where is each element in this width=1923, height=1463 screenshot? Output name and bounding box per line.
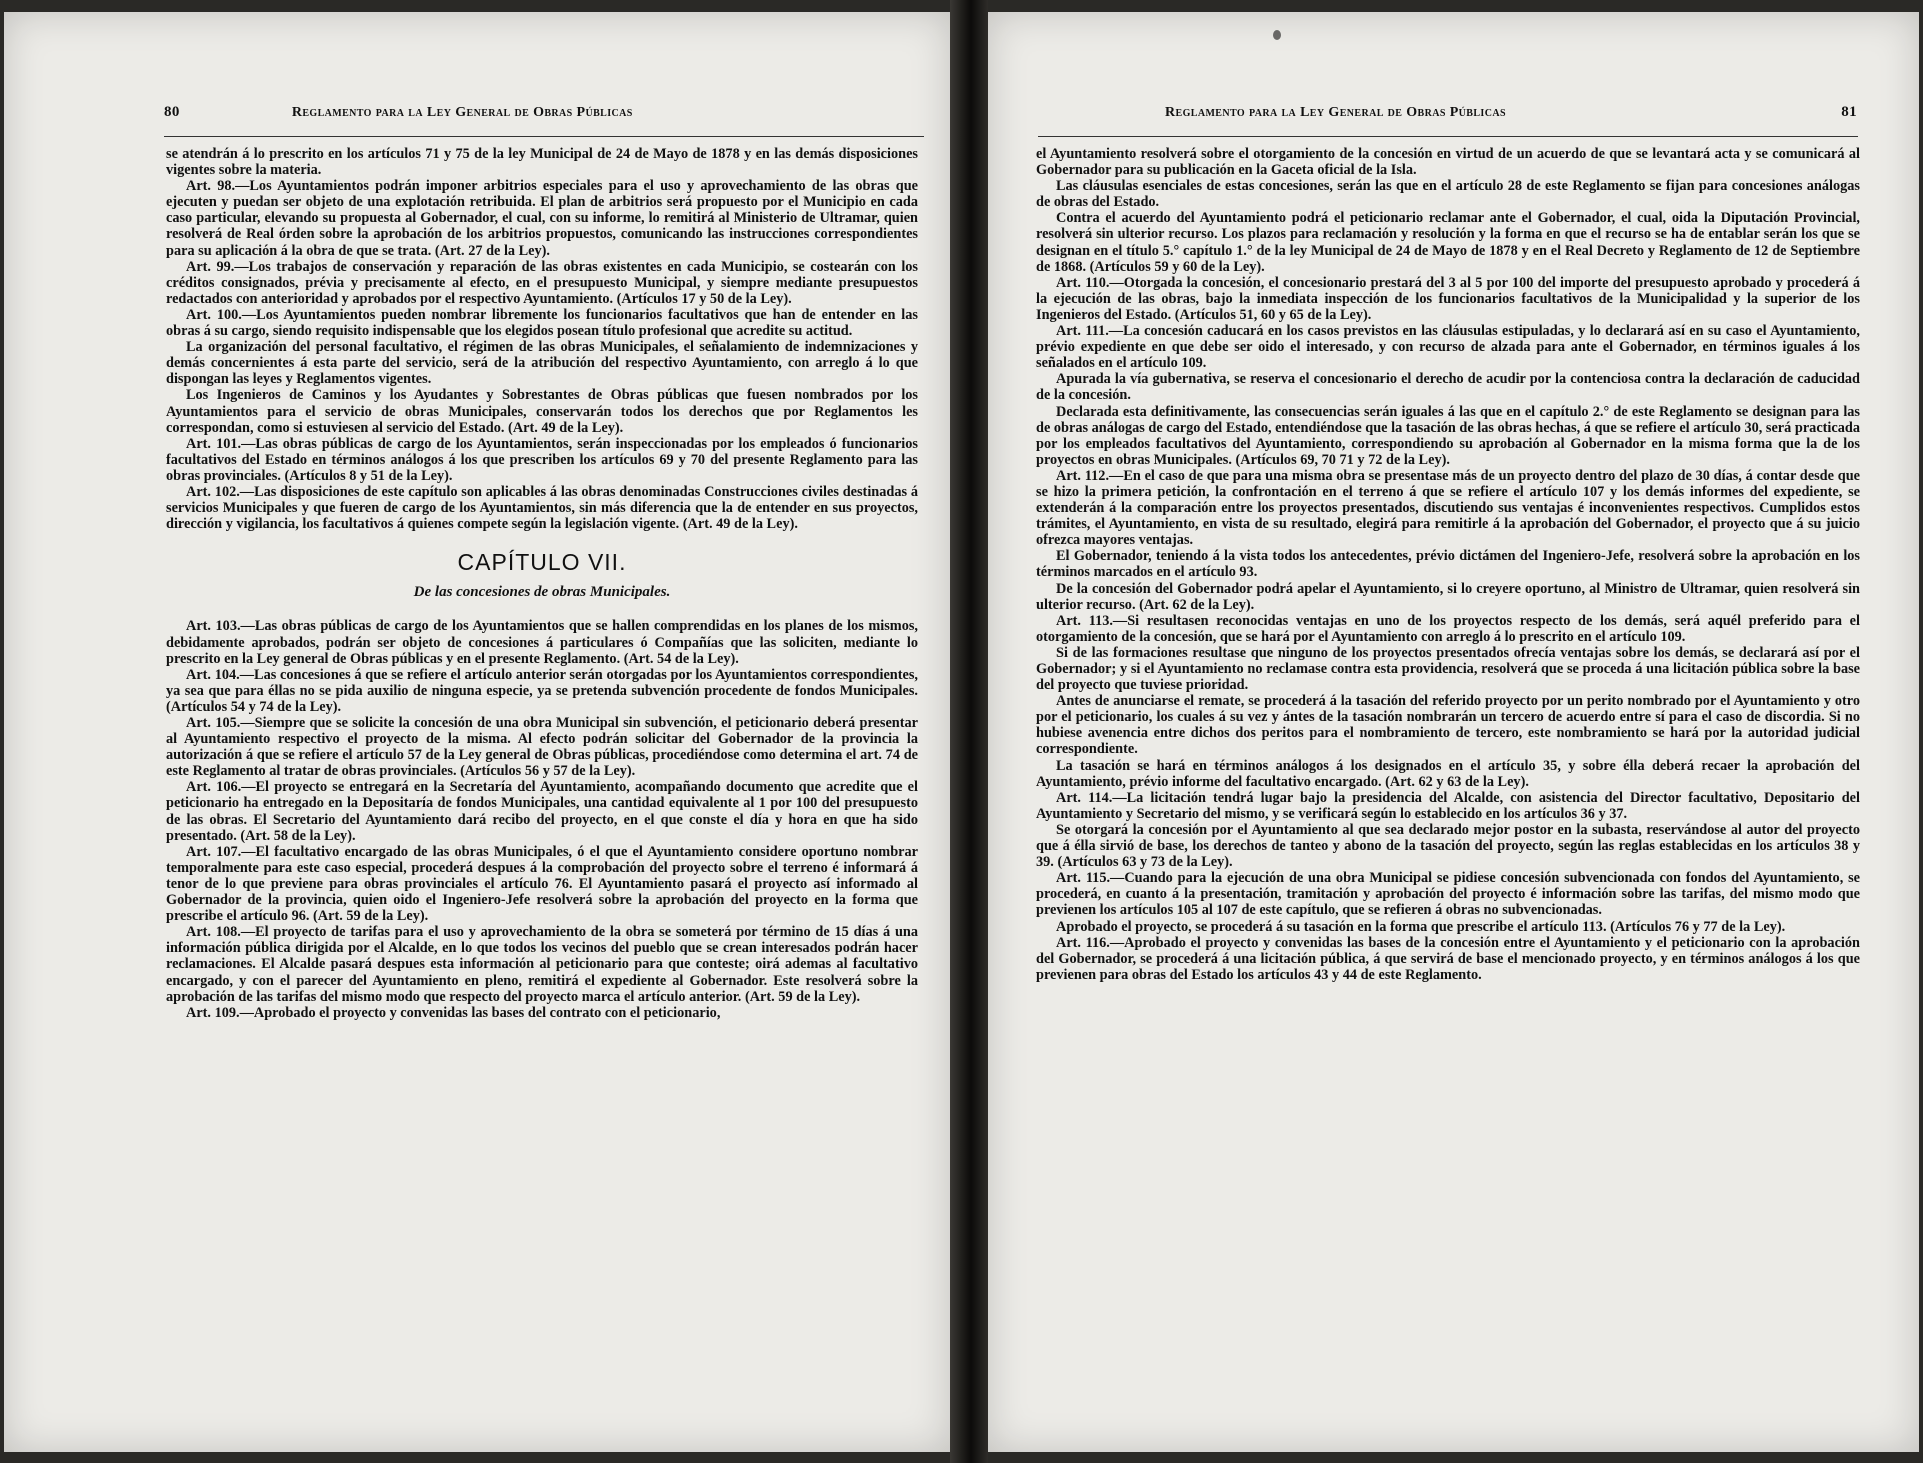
paragraph: se atendrán á lo prescrito en los artículos 71 y 75 de la ley Municipal de 24 de Mayo de 1878 y en las demás disposiciones vigentes sobre la materia.: [166, 146, 918, 179]
paragraph: Apurada la vía gubernativa, se reserva el concesionario el derecho de acudir por la contenciosa contra la declaración de caducidad de la concesión.: [1036, 371, 1860, 404]
right-text-column: [1036, 146, 1860, 983]
paragraph: Art. 107.—El facultativo encargado de las obras Municipales, ó el que el Ayuntamiento considere oportuno nombrar temporalmente para este caso especial, procederá despues á la comprobación del proyecto sobre el terreno é informará á tenor de lo que previene para obras provinciales el artículo 76. El Ayuntamiento pasará el proyecto así informado al Gobernador de la provincia, quien oido el Ingeniero-Jefe resolverá sobre la aprobación del proyecto en la forma que prescribe el artículo 96. (Art. 59 de la Ley).: [166, 843, 918, 925]
paragraph: De la concesión del Gobernador podrá apelar el Ayuntamiento, si lo creyere oportuno, al Ministro de Ultramar, quien resolverá sin ulterior recurso. (Art. 62 de la Ley).: [1036, 580, 1860, 613]
left-header-rule: [164, 136, 924, 137]
chapter-subtitle: De las concesiones de obras Municipales.: [413, 584, 671, 601]
paragraph: Si de las formaciones resultase que ninguno de los proyectos presentados ofrecía ventajas sobre los demás, se declarará así por el Gobernador; y si el Ayuntamiento no reclamase contra esta providencia, resolverá que se proceda á una licitación pública sobre la base del proyecto que tuviese prioridad.: [1036, 644, 1860, 694]
paragraph: Art. 111.—La concesión caducará en los casos previstos en las cláusulas estipuladas, y lo declarará así en su caso el Ayuntamiento, prévio expediente en que debe ser oido el interesado, y con recurso de alzada para ante el Gobernador, en términos iguales á los señalados en el artículo 109.: [1036, 323, 1860, 372]
left-running-title: Reglamento para la Ley General de Obras Públicas: [291, 105, 633, 120]
paragraph: La organización del personal facultativo, el régimen de las obras Municipales, el señalamiento de indemnizaciones y demás concernientes á esta parte del servicio, será de la atribución del respectivo Ayuntamiento, con arreglo á lo que dispongan las leyes y Reglamentos vigentes.: [166, 339, 918, 388]
left-running-head: [164, 104, 920, 126]
ink-spot: [1273, 30, 1281, 40]
paragraph: Art. 113.—Si resultasen reconocidas ventajas en uno de los proyectos respecto de los demás, será aquél preferido para el otorgamiento de la concesión, que se hará por el Ayuntamiento con arreglo á lo prescrito en el artículo 109.: [1036, 612, 1860, 645]
paragraph: La tasación se hará en términos análogos á los designados en el artículo 35, y sobre élla deberá recaer la aprobación del Ayuntamiento, prévio informe del facultativo encargado. (Art. 62 y 63 de la Ley).: [1036, 757, 1860, 790]
right-page-number: 81: [1841, 104, 1857, 120]
paragraph: Art. 110.—Otorgada la concesión, el concesionario prestará del 3 al 5 por 100 del importe del presupuesto aprobado y procederá á la ejecución de las obras, bajo la inmediata inspección de los funcionarios facultativos de la Municipalidad y la superior de los Ingenieros del Estado. (Artículos 51, 60 y 65 de la Ley).: [1036, 274, 1860, 323]
paragraph: Art. 106.—El proyecto se entregará en la Secretaría del Ayuntamiento, acompañando documento que acredite que el peticionario ha entregado en la Depositaría de fondos Municipales, una cantidad equivalente al 1 por 100 del presupuesto de las obras. El Secretario del Ayuntamiento dará recibo del proyecto, en el que conste el día y hora en que ha sido presentado. (Art. 58 de la Ley).: [166, 779, 918, 844]
left-page-number: 80: [164, 104, 180, 120]
paragraph: Art. 101.—Las obras públicas de cargo de los Ayuntamientos, serán inspeccionadas por los empleados ó funcionarios facultativos del Estado en términos análogos á los que prescriben los artículos 69 y 70 del presente Reglamento para las obras provinciales. (Artículos 8 y 51 de la Ley).: [166, 435, 918, 484]
paragraph: Las cláusulas esenciales de estas concesiones, serán las que en el artículo 28 de este Reglamento se fijan para concesiones análogas de obras del Estado.: [1036, 178, 1860, 211]
right-running-head: [1043, 104, 1857, 126]
book-gutter: [950, 0, 988, 1463]
paragraph: Art. 112.—En el caso de que para una misma obra se presentase más de un proyecto dentro del plazo de 30 días, á contar desde que se hizo la primera petición, la confrontación en el terreno á que se refiere el artículo 107 y los demás informes del expediente, se extenderán á la comparación entre los proyectos presentados, discutiendo sus ventajas é inconvenientes respectivos. Cumplidos estos trámites, el Ayuntamiento, en vista de su resultado, elegirá para remitirle á la aprobación del Gobernador, el proyecto que á su juicio ofrezca mayores ventajas.: [1036, 467, 1860, 549]
right-page: [988, 12, 1919, 1452]
paragraph: Art. 102.—Las disposiciones de este capítulo son aplicables á las obras denominadas Construcciones civiles destinadas á servicios Municipales y que fueren de cargo de los Ayuntamientos, sin más diferencia que la de entender en sus proyectos, dirección y vigilancia, los facultativos á quienes compete según la legislación vigente. (Art. 49 de la Ley).: [166, 483, 918, 533]
left-text-column: [166, 146, 918, 1021]
paragraph: Art. 114.—La licitación tendrá lugar bajo la presidencia del Alcalde, con asistencia del Director facultativo, Depositario del Ayuntamiento y Secretario del mismo, y se verificará según lo establecido en los artículos 36 y 37.: [1036, 789, 1860, 822]
right-running-title: Reglamento para la Ley General de Obras Públicas: [1165, 105, 1506, 120]
paragraph: Antes de anunciarse el remate, se procederá á la tasación del referido proyecto por un perito nombrado por el Ayuntamiento y otro por el peticionario, los cuales á su vez y ántes de la tasación nombrarán un tercero de acuerdo entre sí para el caso de discordia. Si no hubiese avenencia entre dichos dos peritos para el nombramiento de tercero, este nombramiento se hará por la autoridad judicial correspondiente.: [1036, 693, 1860, 758]
paragraph: Art. 105.—Siempre que se solicite la concesión de una obra Municipal sin subvención, el peticionario deberá presentar al Ayuntamiento respectivo el proyecto de la misma. Al efecto podrán solicitar del Gobernador de la provincia la autorización á que se refiere el artículo 57 de la Ley general de Obras públicas, procediéndose como determina el art. 74 de este Reglamento al tratar de obras provinciales. (Artículos 56 y 57 de la Ley).: [166, 715, 918, 780]
paragraph: Se otorgará la concesión por el Ayuntamiento al que sea declarado mejor postor en la subasta, reservándose al autor del proyecto que á élla sirvió de base, los derechos de tanteo y abono de la tasación del proyecto, según las reglas establecidas en los artículos 38 y 39. (Artículos 63 y 73 de la Ley).: [1036, 821, 1860, 871]
paragraph: Art. 103.—Las obras públicas de cargo de los Ayuntamientos que se hallen comprendidas en los planes de los mismos, debidamente aprobados, podrán ser objeto de concesiones á particulares ó Compañías que las soliciten, mediante lo prescrito en la Ley general de Obras públicas y en el presente Reglamento. (Art. 54 de la Ley).: [166, 618, 918, 667]
chapter-title: CAPÍTULO VII.: [457, 549, 627, 576]
paragraph: Art. 109.—Aprobado el proyecto y convenidas las bases del contrato con el peticionario,: [186, 1004, 721, 1021]
paragraph: Art. 108.—El proyecto de tarifas para el uso y aprovechamiento de la obra se someterá por término de 15 días á una información pública dirigida por el Alcalde, en lo que todos los vecinos del pueblo que se crean interesados podrán hacer reclamaciones. El Alcalde pasará despues esta información al peticionario para que conteste; oirá ademas al facultativo encargado, y con el parecer del Ayuntamiento en pleno, remitirá el expediente al Gobernador. Este resolverá sobre la aprobación de las tarifas del mismo modo que respecto del proyecto marca el artículo anterior. (Art. 59 de la Ley).: [166, 924, 918, 1005]
paragraph: Art. 98.—Los Ayuntamientos podrán imponer arbitrios especiales para el uso y aprovechamiento de las obras que ejecuten y puedan ser objeto de una explotación retribuida. El plan de arbitrios será propuesto por el Municipio en cada caso particular, elevando su propuesta al Gobernador, el cual, con su informe, lo remitirá al Ministerio de Ultramar, quien resolverá de Real órden sobre la aprobación de los arbitrios propuestos, comunicando las instrucciones correspondientes para su aplicación á la obra de que se trata. (Art. 27 de la Ley).: [166, 178, 918, 259]
paragraph: Declarada esta definitivamente, las consecuencias serán iguales á las que en el capítulo 2.° de este Reglamento se designan para las de obras análogas de cargo del Estado, entendiéndose que la tasación de las obras hechas, á que se refiere el artículo 30, será practicada por los empleados facultativos del Ayuntamiento, correspondiendo su aprobación al Gobernador en la misma forma que la de los proyectos en obras Municipales. (Artículos 69, 70 71 y 72 de la Ley).: [1036, 403, 1860, 468]
paragraph: Art. 100.—Los Ayuntamientos pueden nombrar libremente los funcionarios facultativos que han de entender en las obras á su cargo, siendo requisito indispensable que los elegidos posean título profesional que acredite su actitud.: [166, 306, 918, 340]
paragraph: Art. 104.—Las concesiones á que se refiere el artículo anterior serán otorgadas por los Ayuntamientos correspondientes, ya sea que para éllas no se pida auxilio de ninguna especie, ya se pretenda subvención procedente de fondos Municipales. (Artículos 54 y 74 de la Ley).: [166, 666, 918, 715]
paragraph: Contra el acuerdo del Ayuntamiento podrá el peticionario reclamar ante el Gobernador, el cual, oida la Diputación Provincial, resolverá sin ulterior recurso. Los plazos para reclamación y resolución y la forma en que el recurso se ha de entablar serán los que se designan en el título 5.° capítulo 1.° de la ley Municipal de 24 de Mayo de 1878 y en el Real Decreto y Reglamento de 12 de Septiembre de 1868. (Artículos 59 y 60 de la Ley).: [1036, 210, 1860, 275]
paragraph: el Ayuntamiento resolverá sobre el otorgamiento de la concesión en virtud de un acuerdo de que se levantará acta y se comunicará al Gobernador para su publicación en la Gaceta oficial de la Isla.: [1036, 146, 1860, 179]
left-page: [4, 12, 950, 1452]
right-header-rule: [1038, 136, 1858, 137]
paragraph: Art. 115.—Cuando para la ejecución de una obra Municipal se pidiese concesión subvencionada con fondos del Ayuntamiento, se procederá, en cuanto á la presentación, tramitación y aprobación del proyecto é información sobre las tarifas, del mismo modo que previenen los artículos 105 al 107 de este capítulo, que se refieren á obras no subvencionadas.: [1036, 870, 1860, 919]
paragraph: Art. 116.—Aprobado el proyecto y convenidas las bases de la concesión entre el Ayuntamiento y el peticionario con la aprobación del Gobernador, se procederá á una licitación pública, á que servirá de base el mencionado proyecto, y en términos análogos á los que previenen para obras del Estado los artículos 43 y 44 de este Reglamento.: [1036, 934, 1860, 983]
paragraph: Los Ingenieros de Caminos y los Ayudantes y Sobrestantes de Obras públicas que fuesen nombrados por los Ayuntamientos para el servicio de obras Municipales, conservarán todos los derechos que por Reglamentos les correspondan, como si estuviesen al servicio del Estado. (Art. 49 de la Ley).: [166, 387, 918, 436]
paragraph: Aprobado el proyecto, se procederá á su tasación en la forma que prescribe el artículo 113. (Artículos 76 y 77 de la Ley).: [1056, 918, 1786, 935]
paragraph: El Gobernador, teniendo á la vista todos los antecedentes, prévio dictámen del Ingeniero-Jefe, resolverá sobre la aprobación en los términos marcados en el artículo 93.: [1036, 548, 1860, 581]
paragraph: Art. 99.—Los trabajos de conservación y reparación de las obras existentes en cada Municipio, se costearán con los créditos consignados, prévia y precisamente al efecto, en el presupuesto Municipal, y siempre mediante presupuestos redactados con anterioridad y aprobados por el respectivo Ayuntamiento. (Artículos 17 y 50 de la Ley).: [166, 258, 918, 307]
